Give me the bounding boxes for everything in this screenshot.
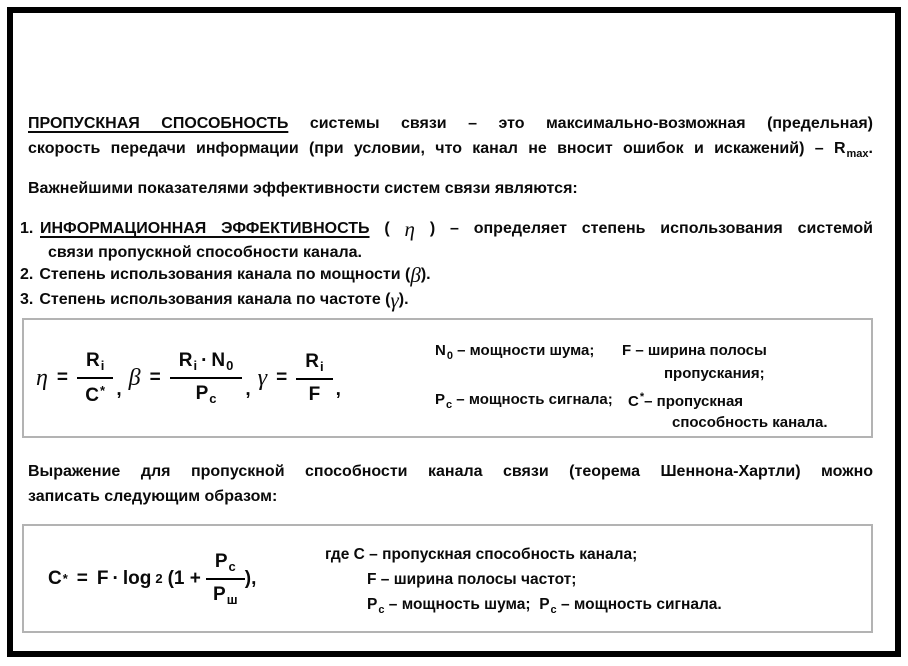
shannon-legend-line-1: где C – пропускная способность канала; bbox=[325, 546, 638, 563]
beta-formula-symbol: β bbox=[128, 365, 141, 391]
legend-f-cont: пропускания; bbox=[664, 365, 765, 382]
legend-n0: $N_0$ – мощности шума; bbox=[435, 342, 595, 362]
list-item-1-title: ИНФОРМАЦИОННАЯ ЭФФЕКТИВНОСТЬ bbox=[40, 220, 370, 237]
intro-lead-underlined: ПРОПУСКНАЯ СПОСОБНОСТЬ bbox=[28, 115, 289, 132]
gamma-formula-symbol: γ bbox=[257, 365, 268, 391]
eta-formula-symbol: η bbox=[36, 365, 48, 391]
gamma-symbol: γ bbox=[390, 288, 399, 312]
efficiency-formulas-box bbox=[22, 318, 873, 438]
list-item-3: 3. Степень использования канала по частоте (γ). bbox=[20, 288, 409, 312]
expression-intro-line-2: записать следующим образом: bbox=[28, 488, 278, 505]
intro-line-1-rest: системы связи – это максимально-возможная (предельная) bbox=[288, 115, 874, 132]
shannon-legend bbox=[325, 542, 722, 623]
gamma-fraction: $\frac{R_i}{F}$ bbox=[296, 351, 332, 406]
intro-line-2 bbox=[28, 136, 873, 167]
intro-line-2-text: скорость передачи информации (при условии, что канал не вносит ошибок и искажений) – bbox=[28, 140, 834, 157]
rmax-symbol: $R_{max}$. bbox=[833, 140, 873, 160]
list-item-1-line-1: ИНФОРМАЦИОННАЯ ЭФФЕКТИВНОСТЬ ( η ) – определяет степень использования системой bbox=[40, 217, 874, 241]
eta-symbol: η bbox=[404, 217, 415, 241]
shannon-formula: C * = F · log 2 (1 + $\frac{P_c}{P_ш}$ ), bbox=[48, 550, 257, 607]
intro-line-1 bbox=[28, 111, 873, 136]
legend-c-cont: способность канала. bbox=[672, 414, 828, 431]
efficiency-formulas-row: η = $\frac{R_i}{C^*}$ , β = $\frac{R_i \cdot N_0}{P_c}$ , γ = $\frac{R_i}{F}$ , bbox=[36, 349, 341, 406]
list-item-3-number: 3. bbox=[20, 291, 34, 308]
list-item-2-number: 2. bbox=[20, 266, 34, 283]
list-item-1-line-2: связи пропускной способности канала. bbox=[48, 244, 362, 261]
list-item-2: 2. Степень использования канала по мощности (β). bbox=[20, 263, 431, 287]
beta-symbol: β bbox=[410, 263, 421, 287]
shannon-fraction: $\frac{P_c}{P_ш}$ bbox=[206, 551, 245, 607]
list-item-1-number: 1. bbox=[20, 220, 34, 237]
expression-intro-line-1: Выражение для пропускной способности канала связи (теорема Шеннона-Хартли) можно bbox=[28, 463, 873, 480]
beta-fraction: $\frac{R_i \cdot N_0}{P_c}$ bbox=[170, 350, 243, 406]
eta-fraction: $\frac{R_i}{C^*}$ bbox=[77, 350, 113, 407]
legend-c: C*– пропускная bbox=[628, 391, 744, 410]
legend-f: F – ширина полосы bbox=[622, 342, 767, 359]
shannon-legend-line-3: $P_c$ – мощность шума; $P_c$ – мощность сигнала. bbox=[367, 596, 722, 616]
shannon-formula-box bbox=[22, 524, 873, 633]
legend-pc: $P_c$ – мощность сигнала; bbox=[435, 391, 613, 411]
indicators-heading: Важнейшими показателями эффективности систем связи являются: bbox=[28, 180, 578, 197]
shannon-legend-line-2: F – ширина полосы частот; bbox=[367, 571, 577, 588]
